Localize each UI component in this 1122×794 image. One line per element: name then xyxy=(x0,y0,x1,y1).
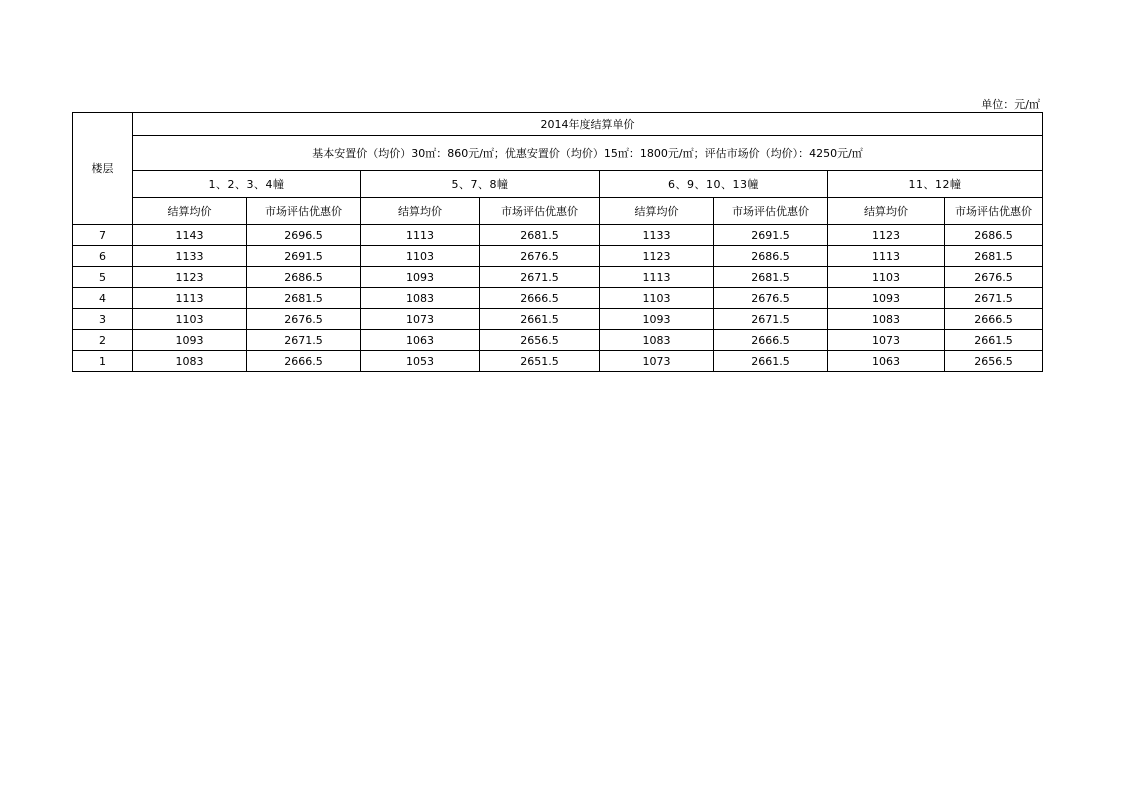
settle-price-cell: 1083 xyxy=(361,288,480,309)
building-group-header: 1、2、3、4幢 xyxy=(133,171,361,198)
market-price-cell: 2666.5 xyxy=(714,330,828,351)
settle-price-cell: 1073 xyxy=(361,309,480,330)
table-row xyxy=(73,246,1043,267)
building-group-header: 6、9、10、13幢 xyxy=(600,171,828,198)
settle-price-cell: 1083 xyxy=(828,309,945,330)
market-price-cell: 2681.5 xyxy=(480,225,600,246)
floor-cell: 4 xyxy=(73,288,133,309)
settle-price-cell: 1133 xyxy=(133,246,247,267)
floor-cell: 3 xyxy=(73,309,133,330)
table-row xyxy=(73,267,1043,288)
market-price-cell: 2676.5 xyxy=(714,288,828,309)
table-row xyxy=(73,288,1043,309)
settle-price-cell: 1073 xyxy=(600,351,714,372)
market-price-cell: 2681.5 xyxy=(945,246,1043,267)
settle-price-cell: 1093 xyxy=(133,330,247,351)
market-price-cell: 2676.5 xyxy=(247,309,361,330)
column-header-market-price: 市场评估优惠价 xyxy=(945,198,1043,225)
price-description: 基本安置价（均价）30㎡：860元/㎡；优惠安置价（均价）15㎡：1800元/㎡；评估市场价（均价）：4250元/㎡ xyxy=(133,136,1043,171)
market-price-cell: 2671.5 xyxy=(945,288,1043,309)
building-group-header: 5、7、8幢 xyxy=(361,171,600,198)
table-body xyxy=(73,225,1043,372)
market-price-cell: 2691.5 xyxy=(247,246,361,267)
table-row xyxy=(73,225,1043,246)
column-header-settle-price: 结算均价 xyxy=(828,198,945,225)
floor-header: 楼层 xyxy=(73,113,133,225)
price-table xyxy=(72,112,1043,372)
settle-price-cell: 1143 xyxy=(133,225,247,246)
settle-price-cell: 1113 xyxy=(133,288,247,309)
table-title: 2014年度结算单价 xyxy=(133,113,1043,136)
settle-price-cell: 1083 xyxy=(133,351,247,372)
market-price-cell: 2676.5 xyxy=(480,246,600,267)
settle-price-cell: 1123 xyxy=(133,267,247,288)
settle-price-cell: 1093 xyxy=(600,309,714,330)
market-price-cell: 2681.5 xyxy=(714,267,828,288)
table-row xyxy=(73,330,1043,351)
table-row xyxy=(73,351,1043,372)
column-header-settle-price: 结算均价 xyxy=(361,198,480,225)
settle-price-cell: 1123 xyxy=(828,225,945,246)
settle-price-cell: 1103 xyxy=(133,309,247,330)
settle-price-cell: 1093 xyxy=(361,267,480,288)
market-price-cell: 2651.5 xyxy=(480,351,600,372)
settle-price-cell: 1123 xyxy=(600,246,714,267)
market-price-cell: 2661.5 xyxy=(945,330,1043,351)
market-price-cell: 2691.5 xyxy=(714,225,828,246)
settle-price-cell: 1083 xyxy=(600,330,714,351)
settle-price-cell: 1073 xyxy=(828,330,945,351)
market-price-cell: 2686.5 xyxy=(247,267,361,288)
floor-cell: 2 xyxy=(73,330,133,351)
settle-price-cell: 1093 xyxy=(828,288,945,309)
market-price-cell: 2661.5 xyxy=(480,309,600,330)
settle-price-cell: 1113 xyxy=(600,267,714,288)
market-price-cell: 2686.5 xyxy=(714,246,828,267)
market-price-cell: 2676.5 xyxy=(945,267,1043,288)
market-price-cell: 2671.5 xyxy=(714,309,828,330)
column-header-market-price: 市场评估优惠价 xyxy=(480,198,600,225)
floor-cell: 6 xyxy=(73,246,133,267)
column-header-settle-price: 结算均价 xyxy=(133,198,247,225)
settle-price-cell: 1113 xyxy=(828,246,945,267)
settle-price-cell: 1063 xyxy=(828,351,945,372)
table-row xyxy=(73,309,1043,330)
market-price-cell: 2696.5 xyxy=(247,225,361,246)
unit-note: 单位：元/㎡ xyxy=(981,98,1040,111)
column-header-market-price: 市场评估优惠价 xyxy=(247,198,361,225)
settle-price-cell: 1063 xyxy=(361,330,480,351)
market-price-cell: 2656.5 xyxy=(945,351,1043,372)
floor-cell: 5 xyxy=(73,267,133,288)
building-group-header: 11、12幢 xyxy=(828,171,1043,198)
settle-price-cell: 1103 xyxy=(361,246,480,267)
column-header-settle-price: 结算均价 xyxy=(600,198,714,225)
column-header-market-price: 市场评估优惠价 xyxy=(714,198,828,225)
settle-price-cell: 1103 xyxy=(828,267,945,288)
market-price-cell: 2661.5 xyxy=(714,351,828,372)
market-price-cell: 2671.5 xyxy=(247,330,361,351)
market-price-cell: 2686.5 xyxy=(945,225,1043,246)
settle-price-cell: 1103 xyxy=(600,288,714,309)
market-price-cell: 2656.5 xyxy=(480,330,600,351)
settle-price-cell: 1133 xyxy=(600,225,714,246)
settle-price-cell: 1053 xyxy=(361,351,480,372)
market-price-cell: 2666.5 xyxy=(247,351,361,372)
floor-cell: 1 xyxy=(73,351,133,372)
market-price-cell: 2666.5 xyxy=(480,288,600,309)
settle-price-cell: 1113 xyxy=(361,225,480,246)
market-price-cell: 2666.5 xyxy=(945,309,1043,330)
floor-cell: 7 xyxy=(73,225,133,246)
market-price-cell: 2681.5 xyxy=(247,288,361,309)
market-price-cell: 2671.5 xyxy=(480,267,600,288)
